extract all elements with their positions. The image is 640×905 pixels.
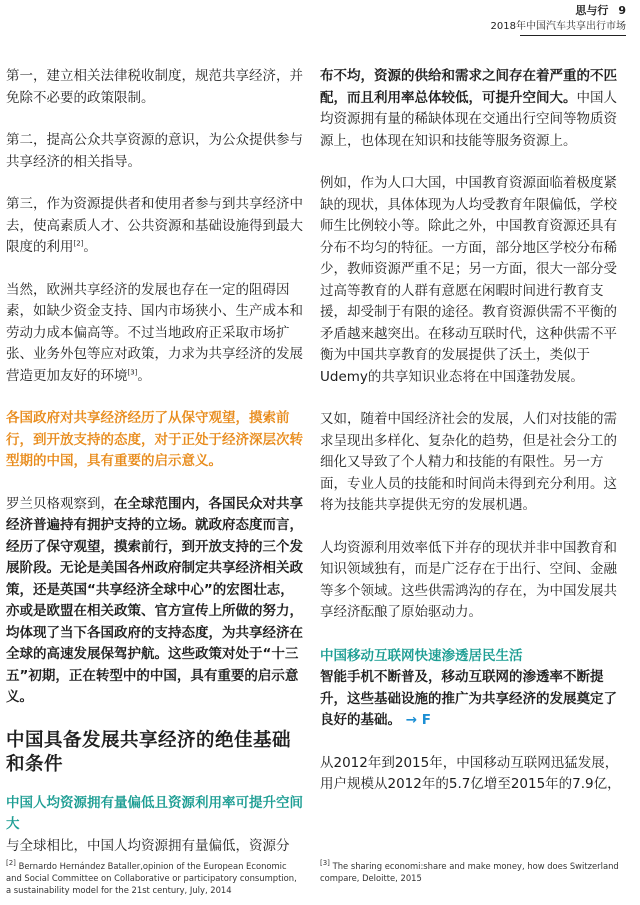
paragraph-mismatch xyxy=(320,66,623,152)
section-name: 思与行 xyxy=(575,4,609,17)
footnote-ref-2: [2] xyxy=(73,239,84,248)
footnote-ref-3: [3] xyxy=(127,368,138,376)
paragraph-rolandberger xyxy=(6,494,304,709)
paragraph-first: 第一，建立相关法律税收制度，规范共享经济，并免除不必要的政策限制。 xyxy=(6,68,303,106)
paragraph-smartphone xyxy=(320,667,623,732)
footnote-3-text: The sharing economi:share and make money, how does Switzerland compare, Deloitte, 2015 xyxy=(320,861,619,883)
right-column xyxy=(320,66,623,796)
footnote-3 xyxy=(320,860,624,884)
paragraph-smartphone-text: 智能手机不断普及，移动互联网的渗透率不断提升，这些基础设施的推广为共享经济的发展奠定了良好的基础。 xyxy=(320,669,617,728)
paragraph-resources-start: 与全球相比，中国人均资源拥有量偏低，资源分 xyxy=(6,837,290,854)
figure-link-arrow[interactable]: → F xyxy=(405,712,431,728)
paragraph-second: 第二，提高公众共享资源的意识，为公众提供参与共享经济的相关指导。 xyxy=(6,132,303,170)
paragraph-obstacles-text: 当然，欧洲共享经济的发展也存在一定的阻碍因素，如缺少资金支持、国内市场狭小、生产成本和劳动力成本偏高等。不过当地政府正采取市场扩张、业务外包等应对政策，力求为共享经济的发展营造更加友好的环境 xyxy=(6,281,303,384)
page-number: 9 xyxy=(618,4,626,17)
paragraph-mismatch-bold: 布不均，资源的供给和需求之间存在着严重的不匹配，而且利用率总体较低，可提升空间大。 xyxy=(320,68,617,106)
paragraph-education: 例如，作为人口大国，中国教育资源面临着极度紧缺的现状，具体体现为人均受教育年限偏低，学校师生比例较小等。除此之外，中国教育资源还具有分布不均匀的特征。一方面，部分地区学校分布稀少，教师资源严重不足；另一方面，很大一部分受过高等教育的人群有意愿在闲暇时间进行教育支援，却受制于有限的途径。教育资源供需不平衡的矛盾越来越突出。在移动互联时代，这种供需不平衡为中国共享教育的发展提供了沃土，类似于Udemy的共享知识业态将在中国蓬勃发展。 xyxy=(320,175,617,385)
subheading-mobile-internet: 中国移动互联网快速渗透居民生活 xyxy=(320,647,523,664)
paragraph-rolandberger-bold: 在全球范围内，各国民众对共享经济普遍持有拥护支持的立场。就政府态度而言，经历了保守观望，摸索前行，到开放支持的三个发展阶段。无论是美国各州政府制定共享经济相关政策，还是英国“共享经济全球中心”的宏图壮志，亦或是欧盟在相关政策、官方宣传上所做的努力，均体现了当下各国政府的支持态度，为共享经济在全球的高速发展保驾护航。这些政策对处于“十三五”初期，正在转型中的中国，具有重要的启示意义。 xyxy=(6,495,303,705)
paragraph-obstacles-end: 。 xyxy=(137,367,151,384)
paragraph-skills: 又如，随着中国经济社会的发展，人们对技能的需求呈现出多样化、复杂化的趋势，但是社会分工的细化又导致了个人精力和技能的有限性。另一方面，专业人员的技能和时间尚未得到充分利用。这将为技能共享提供无穷的发展机遇。 xyxy=(320,411,617,513)
paragraph-obstacles xyxy=(6,280,304,388)
paragraph-mismatch-rest: 中国人均资源拥有量的稀缺体现在交通出行空间等物质资源上，也体现在知识和技能等服务资源上。 xyxy=(320,89,617,149)
footnote-2-number: [2] xyxy=(6,859,16,868)
paragraph-third xyxy=(6,194,304,259)
highlight-quote: 各国政府对共享经济经历了从保守观望，摸索前行，到开放支持的态度，对于正处于经济深层次转型期的中国，具有重要的启示意义。 xyxy=(6,410,303,469)
subheading-resources: 中国人均资源拥有量偏低且资源利用率可提升空间大 xyxy=(6,794,303,832)
paragraph-rolandberger-lead: 罗兰贝格观察到， xyxy=(6,495,114,512)
footnote-3-number: [3] xyxy=(320,859,330,868)
section-heading: 中国具备发展共享经济的绝佳基础和条件 xyxy=(6,729,292,775)
paragraph-third-end: 。 xyxy=(83,239,97,255)
footnote-2 xyxy=(6,860,304,896)
header-subtitle: 2018年中国汽车共享出行市场 xyxy=(490,21,626,32)
header-divider xyxy=(520,35,626,36)
paragraph-third-text: 第三，作为资源提供者和使用者参与到共享经济中去，使高素质人才、公共资源和基础设施得到最大限度的利用 xyxy=(6,196,303,255)
footnote-2-text: Bernardo Hernández Bataller,opinion of the European Economic and Social Committee on Collaborative or participatory consumption, a sustainability model for the 21st century, July, 2014 xyxy=(6,861,297,895)
paragraph-growth: 从2012年到2015年，中国移动互联网迅猛发展，用户规模从2012年的5.7亿增至2015年的7.9亿， xyxy=(320,754,621,792)
left-column xyxy=(6,66,304,857)
paragraph-utilization: 人均资源利用效率低下并存的现状并非中国教育和知识领域独有，而是广泛存在于出行、空间、金融等多个领域。这些供需鸿沟的存在，为中国发展共享经济酝酿了原始驱动力。 xyxy=(320,539,617,620)
header-top-line xyxy=(491,3,626,19)
page-header xyxy=(491,3,626,34)
